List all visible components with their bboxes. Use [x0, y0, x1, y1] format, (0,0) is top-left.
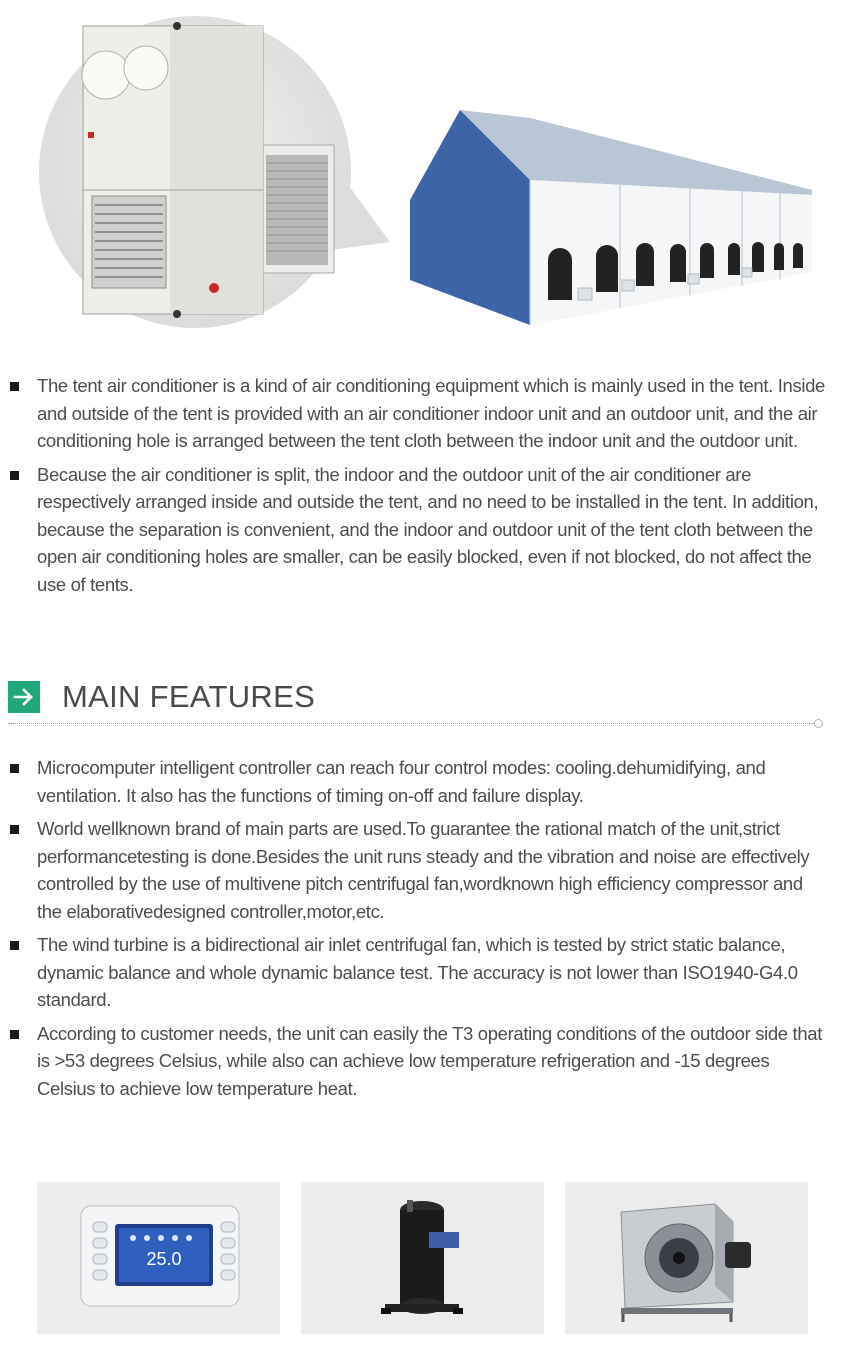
hero-illustration [0, 0, 860, 340]
section-title: MAIN FEATURES [62, 679, 316, 714]
list-item-text: Microcomputer intelligent controller can reach four control modes: cooling.dehumidifying, and ventilation. It also has the functions of timing on-off and failure display. [37, 757, 766, 806]
main-features-header [8, 678, 828, 728]
compressor-thumbnail [301, 1182, 544, 1334]
controller-display-value: 25.0 [146, 1249, 182, 1269]
ac-unit-image [39, 16, 390, 328]
bullet-square-icon [10, 825, 19, 834]
bullet-square-icon [10, 941, 19, 950]
list-item [0, 815, 860, 925]
list-item [0, 1020, 860, 1103]
list-item-text: The wind turbine is a bidirectional air inlet centrifugal fan, which is tested by strict static balance, dynamic balance and whole dynamic balance test. The accuracy is not lower than ISO1940-G4.0 standard. [37, 934, 798, 1010]
dotted-divider [8, 723, 816, 724]
list-item-text: Because the air conditioner is split, the indoor and the outdoor unit of the air conditioner are respectively arranged inside and outside the tent, and no need to be installed in the tent. In addition, because the separation is convenient, and the indoor and outdoor unit of the tent cloth between the open air conditioning holes are smaller, can be easily blocked, even if not blocked, do not affect the use of tents. [37, 463, 819, 595]
list-item [0, 372, 860, 455]
list-item [0, 931, 860, 1014]
controller-thumbnail [37, 1182, 280, 1334]
fan-thumbnail [565, 1182, 808, 1334]
bullet-square-icon [10, 471, 19, 480]
bullet-square-icon [10, 382, 19, 391]
arrow-right-icon [8, 681, 40, 713]
list-item [0, 754, 860, 809]
list-item-text: The tent air conditioner is a kind of air conditioning equipment which is mainly used in the tent. Inside and outside of the tent is provided with an air conditioner indoor unit and an outdoor unit, and the air conditioning hole is arranged between the tent cloth between the indoor unit and the outdoor unit. [37, 375, 825, 451]
intro-list [0, 372, 860, 604]
divider-end-circle-icon [814, 719, 823, 728]
list-item-text: World wellknown brand of main parts are used.To guarantee the rational match of the unit,strict performancetesting is done.Besides the unit runs steady and the vibration and noise are effectively controlled by the use of multivene pitch centrifugal fan,wordknown high efficiency compressor and the elaborativedesigned controller,motor,etc. [37, 818, 810, 922]
bullet-square-icon [10, 764, 19, 773]
tent-image [410, 110, 812, 325]
hero-images [0, 0, 860, 340]
list-item-text: According to customer needs, the unit can easily the T3 operating conditions of the outdoor side that is >53 degrees Celsius, while also can achieve low temperature refrigeration and -15 degrees Celsius to achieve low temperature heat. [37, 1022, 822, 1099]
features-list [0, 754, 860, 1108]
bullet-square-icon [10, 1030, 19, 1039]
list-item [0, 461, 860, 599]
product-thumbnails [37, 1182, 809, 1334]
